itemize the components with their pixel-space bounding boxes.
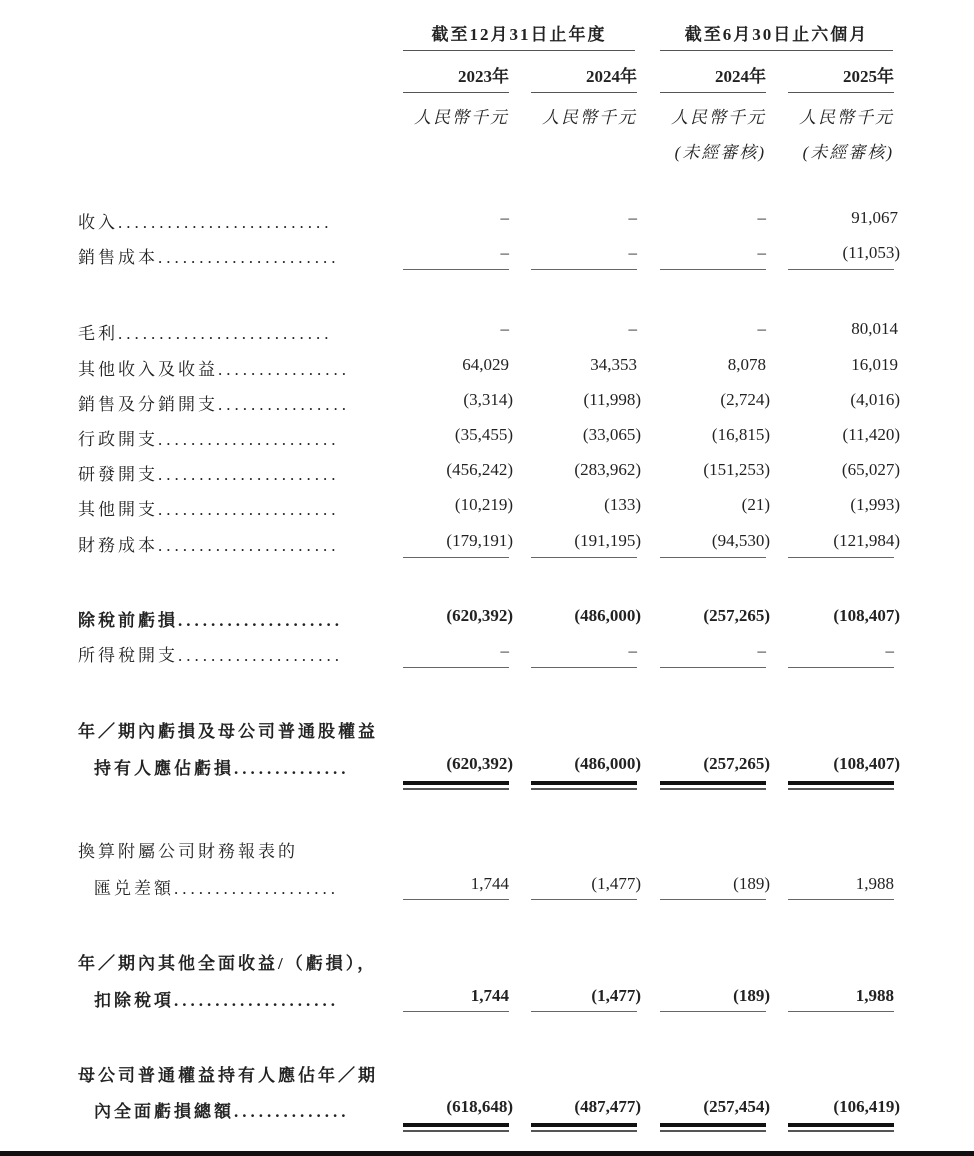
cell: (16,815) (711, 425, 770, 444)
subtotal-rule (531, 667, 637, 668)
cell: 64,029 (462, 355, 509, 374)
cell: (456,242) (446, 460, 513, 479)
subtotal-rule (660, 269, 766, 270)
cell: (35,455) (454, 425, 513, 444)
subtotal-rule (403, 1011, 509, 1012)
cell: – (500, 641, 509, 660)
cell: (121,984) (833, 531, 900, 550)
row-label-loss-before-tax: 除稅前虧損.................... (78, 611, 343, 630)
subtotal-rule (788, 557, 894, 558)
cell: – (885, 641, 894, 660)
cell: 34,353 (590, 355, 637, 374)
cell: (620,392) (446, 754, 513, 773)
total-double-rule (531, 1123, 637, 1132)
column-unit: 人民幣千元 (414, 108, 509, 127)
cell: (1,477) (591, 874, 641, 893)
total-double-rule (531, 781, 637, 790)
row-label-rnd-expenses: 研發開支...................... (78, 465, 340, 484)
cell: (620,392) (446, 606, 513, 625)
subtotal-rule (531, 557, 637, 558)
page-bottom-border (0, 1151, 974, 1156)
subtotal-rule (660, 557, 766, 558)
cell: (191,195) (574, 531, 641, 550)
cell: (3,314) (463, 390, 513, 409)
header-group-annual: 截至12月31日止年度 (403, 20, 635, 51)
cell: (189) (733, 986, 770, 1005)
cell: (33,065) (582, 425, 641, 444)
cell: (106,419) (833, 1097, 900, 1116)
cell: (151,253) (703, 460, 770, 479)
subtotal-rule (788, 1011, 894, 1012)
cell: 1,988 (855, 874, 894, 893)
cell: (257,265) (703, 754, 770, 773)
total-double-rule (788, 1123, 894, 1132)
subtotal-rule (403, 899, 509, 900)
cell: (4,016) (850, 390, 900, 409)
cell: – (628, 319, 637, 338)
cell: (21) (741, 495, 770, 514)
subtotal-rule (788, 667, 894, 668)
cell: 8,078 (727, 355, 766, 374)
column-note-unaudited: (未經審核) (802, 143, 894, 162)
subtotal-rule (788, 899, 894, 900)
subtotal-rule (660, 667, 766, 668)
cell: 80,014 (851, 319, 898, 338)
subtotal-rule (403, 557, 509, 558)
row-label-selling-expenses: 銷售及分銷開支................ (78, 395, 350, 414)
cell: (11,420) (842, 425, 900, 444)
row-label-admin-expenses: 行政開支...................... (78, 430, 340, 449)
cell: (65,027) (841, 460, 900, 479)
subtotal-rule (403, 667, 509, 668)
cell: – (757, 243, 766, 262)
cell: (486,000) (574, 754, 641, 773)
row-label-cost-of-sales: 銷售成本...................... (78, 248, 340, 267)
subtotal-rule (788, 269, 894, 270)
row-label-revenue: 收入.......................... (78, 213, 333, 232)
cell: – (500, 243, 509, 262)
cell: – (628, 243, 637, 262)
total-double-rule (403, 781, 509, 790)
cell: (11,998) (583, 390, 641, 409)
row-label-total-comprehensive-loss-cont: 內全面虧損總額.............. (94, 1102, 350, 1121)
cell: (257,454) (703, 1097, 770, 1116)
total-double-rule (403, 1123, 509, 1132)
column-unit: 人民幣千元 (542, 108, 637, 127)
cell: (283,962) (574, 460, 641, 479)
cell: (257,265) (703, 606, 770, 625)
cell: – (500, 319, 509, 338)
cell: 91,067 (851, 208, 898, 227)
row-label-gross-profit: 毛利.......................... (78, 324, 333, 343)
column-year-2024: 2024年 (531, 62, 637, 93)
cell: (1,477) (591, 986, 641, 1005)
cell: 16,019 (851, 355, 898, 374)
cell: – (757, 641, 766, 660)
cell: (108,407) (833, 606, 900, 625)
row-label-total-comprehensive-loss: 母公司普通權益持有人應佔年／期 (78, 1066, 378, 1085)
total-double-rule (788, 781, 894, 790)
row-label-exchange-differences: 換算附屬公司財務報表的 (78, 842, 298, 861)
row-label-other-expenses: 其他開支...................... (78, 500, 340, 519)
column-note-unaudited: (未經審核) (674, 143, 766, 162)
total-double-rule (660, 781, 766, 790)
cell: (189) (733, 874, 770, 893)
cell: (10,219) (454, 495, 513, 514)
subtotal-rule (403, 269, 509, 270)
row-label-exchange-differences-cont: 匯兑差額.................... (94, 879, 339, 898)
cell: – (500, 208, 509, 227)
row-label-loss-for-period: 年／期內虧損及母公司普通股權益 (78, 722, 378, 741)
row-label-income-tax: 所得稅開支.................... (78, 646, 343, 665)
row-label-other-comprehensive: 年／期內其他全面收益/（虧損）， (78, 954, 378, 973)
row-label-other-comprehensive-cont: 扣除稅項.................... (94, 991, 339, 1010)
cell: (179,191) (446, 531, 513, 550)
subtotal-rule (531, 269, 637, 270)
subtotal-rule (531, 1011, 637, 1012)
column-year-2024-interim: 2024年 (660, 62, 766, 93)
row-label-other-income: 其他收入及收益................ (78, 360, 350, 379)
column-unit: 人民幣千元 (671, 108, 766, 127)
cell: – (628, 641, 637, 660)
cell: (1,993) (850, 495, 900, 514)
column-year-2025-interim: 2025年 (788, 62, 894, 93)
cell: 1,744 (470, 874, 509, 893)
cell: (2,724) (720, 390, 770, 409)
cell: 1,988 (855, 986, 894, 1005)
cell: – (757, 319, 766, 338)
cell: (94,530) (711, 531, 770, 550)
subtotal-rule (660, 1011, 766, 1012)
row-label-loss-for-period-cont: 持有人應佔虧損.............. (94, 759, 350, 778)
subtotal-rule (531, 899, 637, 900)
cell: (11,053) (842, 243, 900, 262)
column-unit: 人民幣千元 (799, 108, 894, 127)
cell: (108,407) (833, 754, 900, 773)
cell: (487,477) (574, 1097, 641, 1116)
cell: – (628, 208, 637, 227)
cell: (133) (604, 495, 641, 514)
cell: (618,648) (446, 1097, 513, 1116)
subtotal-rule (660, 899, 766, 900)
cell: – (757, 208, 766, 227)
total-double-rule (660, 1123, 766, 1132)
header-group-interim: 截至6月30日止六個月 (660, 20, 893, 51)
cell: (486,000) (574, 606, 641, 625)
column-year-2023: 2023年 (403, 62, 509, 93)
cell: 1,744 (470, 986, 509, 1005)
row-label-finance-costs: 財務成本...................... (78, 536, 340, 555)
